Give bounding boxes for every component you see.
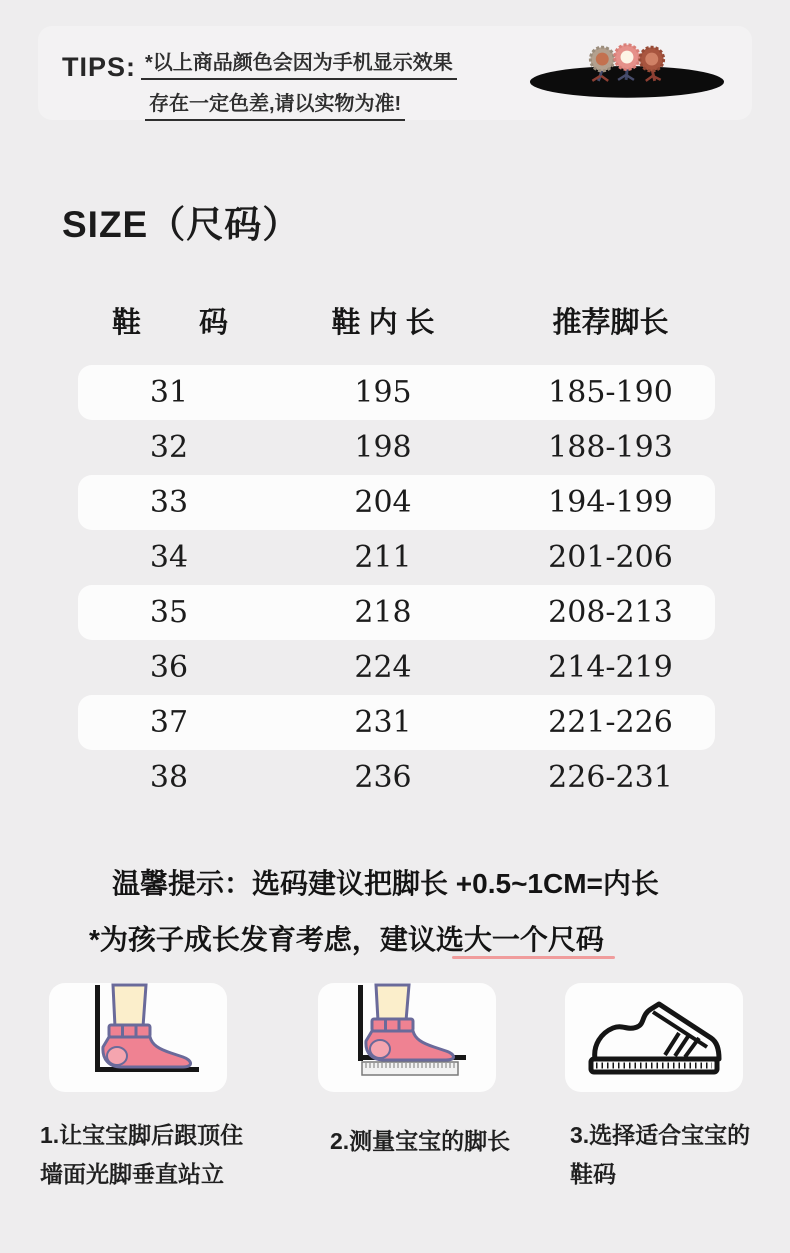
- three-flowers-on-black-ellipse-logo: [528, 34, 726, 100]
- step-card-1: [49, 983, 227, 1092]
- foot-measure-with-ruler-illustration: [318, 983, 496, 1092]
- cell-inner-length: 211: [354, 540, 412, 575]
- step-card-2: [318, 983, 496, 1092]
- tips-note-line1: *以上商品颜色会因为手机显示效果: [141, 46, 457, 80]
- size-table-header: [80, 300, 715, 341]
- cell-inner-length: 204: [354, 485, 412, 520]
- cell-size: 35: [149, 595, 189, 630]
- cell-foot-length: 221-226: [548, 705, 673, 740]
- tips-note: [141, 46, 457, 121]
- pink-underline-accent: [452, 956, 615, 959]
- cell-size: 34: [149, 540, 189, 575]
- cell-size: 37: [149, 705, 189, 740]
- tips-label: TIPS:: [62, 52, 137, 82]
- cell-inner-length: 198: [354, 430, 412, 465]
- table-row: [78, 475, 715, 530]
- cell-inner-length: 195: [354, 375, 412, 410]
- warm-tip-line: [112, 862, 659, 902]
- header-shoe-size: 鞋 码: [111, 307, 228, 339]
- cell-size: 36: [149, 650, 189, 685]
- step-caption-1: 1.让宝宝脚后跟顶住墙面光脚垂直站立: [40, 1122, 244, 1187]
- cell-foot-length: 201-206: [548, 540, 673, 575]
- cell-size: 31: [149, 375, 189, 410]
- step-caption-2: 2.测量宝宝的脚长: [330, 1128, 511, 1154]
- size-table: [78, 365, 715, 805]
- table-row: [78, 640, 715, 695]
- page-title: SIZE（尺码）: [62, 204, 301, 245]
- cell-size: 32: [149, 430, 189, 465]
- cell-inner-length: 236: [354, 760, 412, 795]
- table-row: [78, 695, 715, 750]
- warm-tip-text: 选码建议把脚长 +0.5~1CM=内长: [252, 868, 659, 899]
- step-card-3: [565, 983, 743, 1092]
- foot-heel-against-wall-illustration: [49, 983, 227, 1092]
- cell-size: 33: [149, 485, 189, 520]
- table-row: [78, 530, 715, 585]
- cell-foot-length: 208-213: [548, 595, 673, 630]
- warm-tip-label: 温馨提示：: [112, 868, 253, 899]
- table-row: [78, 585, 715, 640]
- tips-note-line2: 存在一定色差,请以实物为准!: [145, 87, 405, 121]
- header-foot-length: 推荐脚长: [552, 307, 669, 339]
- table-row: [78, 420, 715, 475]
- cell-foot-length: 185-190: [548, 375, 673, 410]
- table-row: [78, 365, 715, 420]
- sneaker-outline-icon: [565, 983, 743, 1092]
- cell-inner-length: 224: [354, 650, 412, 685]
- cell-inner-length: 231: [354, 705, 412, 740]
- cell-foot-length: 226-231: [548, 760, 673, 795]
- growth-tip-line: *为孩子成长发育考虑，建议选大一个尺码: [89, 924, 604, 955]
- cell-foot-length: 188-193: [548, 430, 673, 465]
- step-caption-3: 3.选择适合宝宝的鞋码: [570, 1122, 751, 1187]
- cell-foot-length: 194-199: [548, 485, 673, 520]
- table-row: [78, 750, 715, 805]
- cell-foot-length: 214-219: [548, 650, 673, 685]
- header-inner-length: 鞋 内 长: [331, 307, 435, 339]
- cell-size: 38: [149, 760, 189, 795]
- cell-inner-length: 218: [354, 595, 412, 630]
